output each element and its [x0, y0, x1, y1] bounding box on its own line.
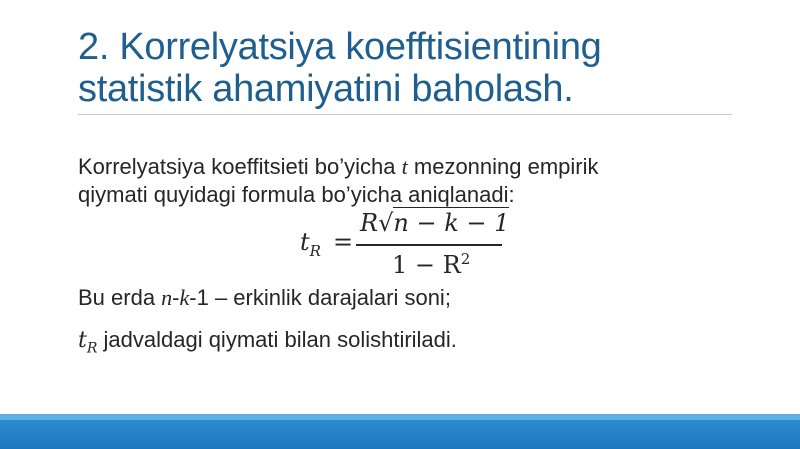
- tr-var: t: [78, 328, 87, 353]
- formula-lhs: [300, 228, 321, 260]
- dof-dash: -: [172, 285, 180, 310]
- tr-sub: R: [86, 340, 98, 357]
- k-variable: k: [179, 285, 190, 310]
- radicand: n − k − 1: [393, 209, 510, 237]
- fraction-bar: [356, 244, 502, 246]
- title-line-2: statistik ahamiyatini baholash.: [78, 68, 574, 110]
- denominator-exponent: 2: [460, 250, 471, 268]
- formula-lhs-var: t: [300, 228, 310, 256]
- intro-line-2: qiymati quyidagi formula bo’yicha aniqlanadi:: [78, 182, 515, 207]
- denominator-base: 1 − R: [392, 251, 461, 279]
- t-variable: t: [401, 154, 408, 179]
- footer-bar: [0, 414, 800, 449]
- degrees-of-freedom-line: [78, 284, 451, 312]
- n-variable: n: [161, 285, 173, 310]
- comparison-line: [78, 326, 457, 362]
- intro-line-1: [78, 153, 718, 181]
- dof-text-b: -1 – erkinlik darajalari soni;: [189, 285, 451, 310]
- formula-numerator: [360, 209, 509, 237]
- intro-paragraph: [78, 153, 718, 209]
- intro-text-a: Korrelyatsiya koeffitsieti bo’yicha: [78, 154, 402, 179]
- title-line-1: 2. Korrelyatsiya koefftisientining: [78, 26, 602, 68]
- comparison-text: jadvaldagi qiymati bilan solishtiriladi.: [97, 327, 457, 352]
- tr-symbol: [78, 328, 98, 357]
- numerator-r: R: [360, 209, 379, 237]
- title-divider: [78, 114, 732, 115]
- sqrt-icon: √: [378, 209, 394, 237]
- formula-denominator: [392, 250, 470, 279]
- intro-text-b: mezonning empirik: [407, 154, 599, 179]
- formula-equals: =: [333, 228, 354, 256]
- formula: [300, 206, 520, 282]
- slide-title: [78, 26, 738, 110]
- dof-text-a: Bu erda: [78, 285, 162, 310]
- formula-lhs-sub: R: [309, 241, 321, 260]
